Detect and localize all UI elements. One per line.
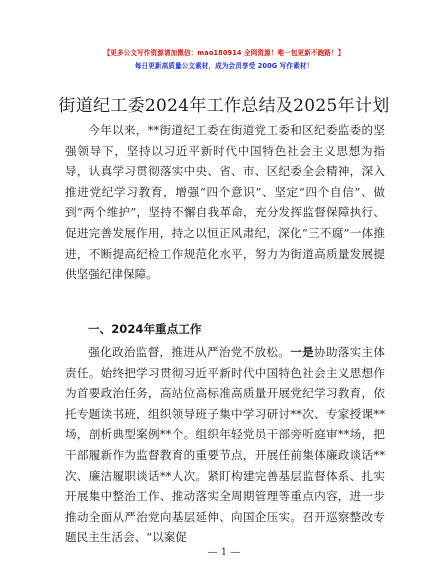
intro-text: 今年以来，**街道纪工委在街道党工委和区纪委监委的坚强领导下，坚持以习近平新时代中国特色社会主义思想为指导，认真学习贯彻落实中央、省、市、区纪委全会精神，深入推进党纪学习教育，增强“四个意识”、坚定“四个自信”、做到“两个维护”，坚持不懈自我革命，充分发挥监督保障执行、促进完善发展作用，持之以恒正风肃纪，深化“三不腐”一体推进，不断提高纪检工作规范化水平，努力为街道高质量发展提供坚强纪律保障。 xyxy=(65,123,385,282)
document-title: 街道纪工委2024年工作总结及2025年计划 xyxy=(58,96,390,116)
intro-paragraph xyxy=(65,120,385,285)
paragraph-body: 协助落实主体责任。始终把学习贯彻习近平新时代中国特色社会主义思想作为首要政治任务，高站位高标准高质量开展党纪学习教育，依托专题读书班，组织领导班子集中学习研讨**次、专家授课**场，剖析典型案例**个。组织年轻党员干部旁听庭审**场，把干部履新作为监督教育的重要节点，开展任前集体廉政谈话**次、廉洁履职谈话**人次。紧盯构建完善基层监督体系、扎实开展集中整治工作、推动落实全周期管理等重点内容，进一步推动全面从严治党向基层延伸、向国企压实。召开巡察整改专题民主生活会、“以案促 xyxy=(65,345,385,545)
paragraph-topic: 强化政治监督，推进从严治党不放松。 xyxy=(88,345,291,359)
page-number: — 1 — xyxy=(207,547,241,558)
section-paragraph xyxy=(65,342,385,548)
section-text xyxy=(65,342,385,548)
paragraph-lead: 一是 xyxy=(290,345,314,359)
promo-banner-blue: 每日更新高质量公文素材，成为会员享受 200G 写作素材！ xyxy=(134,62,314,70)
section-heading: 一、2024年重点工作 xyxy=(88,322,202,336)
promo-banner-red: 【更多公文写作资源请加微信：mao180914 全网资源！唯一包更新不跑路！】 xyxy=(103,49,345,57)
